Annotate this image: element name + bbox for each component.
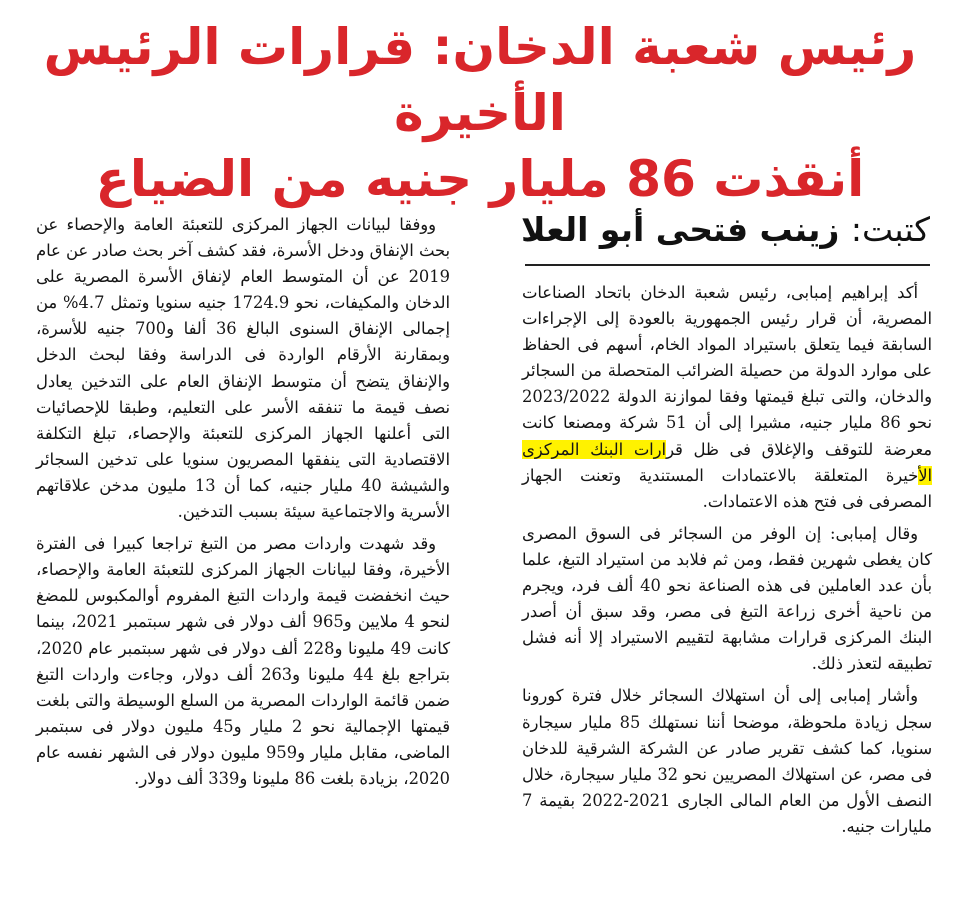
article-column-right bbox=[522, 280, 932, 846]
headline-line-2: أنقذت 86 مليار جنيه من الضياع bbox=[95, 150, 865, 208]
highlighted-text: ارات البنك المركزى الأ bbox=[522, 439, 932, 485]
article-paragraph: وأشار إمبابى إلى أن استهلاك السجائر خلال فترة كورونا سجل زيادة ملحوظة، موضحا أننا نستهلك 85 مليار سيجارة سنويا، كما كشف تقرير صادر عن الشركة الشرقية للدخان فى مصر، عن استهلاك المصريين نحو 32 مليار سيجارة، خلال النصف الأول من العام المالى الجارى 2021-2022 بقيمة 7 مليارات جنيه. bbox=[522, 686, 932, 836]
article-column-left bbox=[36, 212, 450, 798]
byline-author: زينب فتحى أبو العلا bbox=[521, 210, 840, 249]
byline-label: كتبت: bbox=[850, 210, 930, 249]
article-paragraph: وقال إمبابى: إن الوفر من السجائر فى السوق المصرى كان يغطى شهرين فقط، ومن ثم فلابد من استيراد التبغ، علما بأن عدد العاملين فى هذه الصناعة نحو 40 ألف فرد، ويجرم من ناحية أخرى زراعة التبغ فى مصر، وقد سبق أن أصدر البنك المركزى قرارات مشابهة لتقييم الاستيراد إلا أنه فشل تطبيقه لتعذر ذلك. bbox=[522, 523, 932, 674]
byline-divider bbox=[525, 264, 930, 266]
paragraph-text: خيرة المتعلقة بالاعتمادات المستندية وتعنت الجهاز المصرفى فى فتح هذه الاعتمادات. bbox=[522, 465, 932, 511]
headline bbox=[20, 14, 940, 212]
headline-line-1: رئيس شعبة الدخان: قرارات الرئيس الأخيرة bbox=[43, 18, 917, 142]
article-paragraph: وقد شهدت واردات مصر من التبغ تراجعا كبيرا فى الفترة الأخيرة، وفقا لبيانات الجهاز المركزى للتعبئة العامة والإحصاء، حيث انخفضت قيمة واردات التبغ المفروم أوالمكبوس للمضغ لنحو 4 ملايين و965 ألف دولار فى شهر سبتمبر 2021، بينما كانت 49 مليونا و228 ألف دولار فى شهر سبتمبر عام 2020، بتراجع بلغ 44 مليونا و263 ألف دولار، وجاءت واردات التبغ ضمن قائمة الواردات المصرية من السلع الوسيطة والتى بلغت قيمتها الإجمالية نحو 2 مليار و45 مليون دولار فى سبتمبر الماضى، مقابل مليار و959 مليون دولار فى الشهر نفسه عام 2020، بزيادة بلغت 86 مليونا و339 ألف دولار. bbox=[36, 534, 451, 788]
paragraph-text: أكد إبراهيم إمبابى، رئيس شعبة الدخان باتحاد الصناعات المصرية، أن قرار رئيس الجمهورية بالعودة إلى الإجراءات السابقة فيما يتعلق باستيراد المواد الخام، أسهم فى الحفاظ على موارد الدولة من حصيلة الضرائب المتحصلة من السجائر والدخان، والتى تبلغ قيمتها وفقا لموازنة الدولة 2023/2022 نحو 86 مليار جنيه، مشيرا إلى أن 51 شركة ومصنعا كانت معرضة للتوقف والإغلاق فى ظل قر bbox=[522, 283, 932, 459]
article-paragraph: ووفقا لبيانات الجهاز المركزى للتعبئة العامة والإحصاء عن بحث الإنفاق ودخل الأسرة، فقد كشف آخر بحث صادر عن عام 2019 عن أن المتوسط العام لإنفاق الأسرة المصرية على الدخان والمكيفات، نحو 1724.9 جنيه سنويا وتمثل 4.7% من إجمالى الإنفاق السنوى البالغ 36 ألفا و700 جنيه للأسرة، وبمقارنة الأرقام الواردة فى الدراسة وفقا لبحث الدخل والإنفاق يتضح أن متوسط الإنفاق العام على التدخين يعادل نصف قيمة ما تنفقه الأسر على التعليم، وطبقا للإحصائيات التى أعلنها الجهاز المركزى للتعبئة والإحصاء، تبلغ التكلفة الاقتصادية التى ينفقها المصريون سنويا على تدخين السجائر والشيشة 40 مليار جنيه، كما أن 13 مليون مدخن علاقاتهم الأسرية والاجتماعية سيئة بسبب التدخين. bbox=[36, 215, 451, 522]
byline bbox=[520, 204, 930, 256]
article-paragraph bbox=[522, 280, 932, 515]
